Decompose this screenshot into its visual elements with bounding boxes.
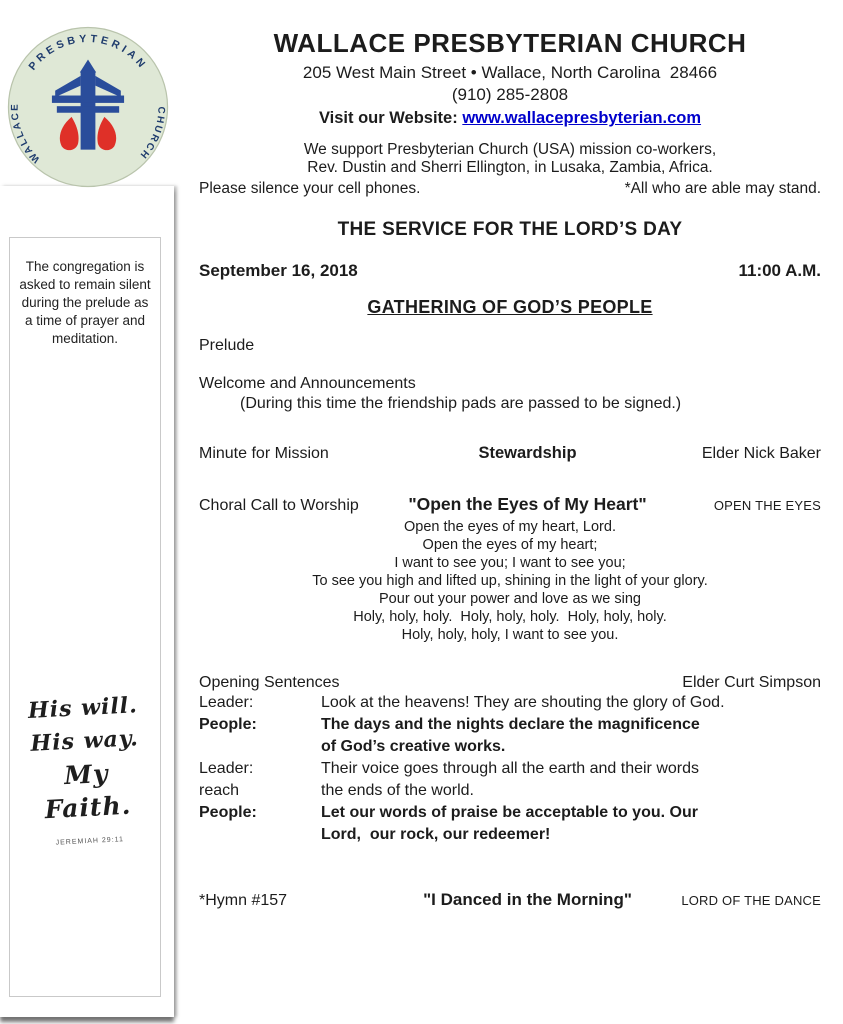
art-line-3: My Faith. xyxy=(44,758,132,825)
svg-text:CHURCH: CHURCH xyxy=(136,106,167,162)
lyric-line: Open the eyes of my heart, Lord. xyxy=(404,519,616,535)
dialogue-text: Let our words of praise be acceptable to you. Our xyxy=(321,804,698,821)
service-time: 11:00 A.M. xyxy=(738,261,821,280)
welcome-item: Welcome and Announcements xyxy=(199,375,416,392)
dialogue-label: People: xyxy=(199,804,257,821)
choral-lyrics xyxy=(199,518,821,644)
dialogue-text: Look at the heavens! They are shouting the glory of God. xyxy=(321,694,725,711)
choral-tune: OPEN THE EYES xyxy=(713,498,821,513)
hymn-label: *Hymn #157 xyxy=(199,892,288,909)
website-line xyxy=(199,109,821,128)
minute-person: Elder Nick Baker xyxy=(701,445,821,462)
svg-text:PRESBYTERIAN: PRESBYTERIAN xyxy=(26,32,150,73)
dialogue-row xyxy=(199,780,821,802)
hymn-row xyxy=(199,890,821,910)
dialogue-label: Leader: xyxy=(199,694,254,711)
art-line-2: His way. xyxy=(29,725,140,757)
lyric-line: To see you high and lifted up, shining in the light of your glory. xyxy=(312,573,708,589)
dialogue-label: Leader: xyxy=(199,760,254,777)
minute-title: Stewardship xyxy=(478,444,577,462)
hymn-tune: LORD OF THE DANCE xyxy=(681,893,821,908)
choral-call-row xyxy=(199,494,821,515)
silence-note: Please silence your cell phones. xyxy=(199,180,421,197)
church-logo xyxy=(6,14,170,200)
dialogue-text: Their voice goes through all the earth and their words xyxy=(321,760,699,777)
prelude-item: Prelude xyxy=(199,337,255,354)
congregation-note: The congregation is asked to remain silent during the prelude as a time of prayer and meditation. xyxy=(19,259,151,346)
dialogue-label: reach xyxy=(199,782,240,799)
service-date: September 16, 2018 xyxy=(199,261,358,280)
dialogue-row xyxy=(199,802,821,824)
dialogue-row xyxy=(199,824,821,846)
svg-text:WALLACE: WALLACE xyxy=(9,102,43,165)
date-time-row xyxy=(199,261,821,281)
church-address: 205 West Main Street • Wallace, North Carolina 28466 xyxy=(302,63,718,82)
art-verse-caption: JEREMIAH 29:11 xyxy=(55,836,125,847)
section-heading: GATHERING OF GOD’S PEOPLE xyxy=(367,297,653,317)
opening-label: Opening Sentences xyxy=(199,674,340,691)
dialogue-label xyxy=(199,736,321,758)
dialogue-row xyxy=(199,736,821,758)
dialogue-text: The days and the nights declare the magnificence xyxy=(321,716,700,733)
dialogue-row xyxy=(199,714,821,736)
bulletin-main xyxy=(199,0,821,910)
website-label: Visit our Website: xyxy=(318,109,458,127)
lyric-line: Open the eyes of my heart; xyxy=(422,537,598,553)
mission-line-1: We support Presbyterian Church (USA) mission co-workers, xyxy=(303,141,717,158)
church-phone: (910) 285-2808 xyxy=(451,85,569,104)
opening-sentences-row xyxy=(199,674,821,692)
church-seal-icon xyxy=(6,14,170,200)
dialogue-row xyxy=(199,692,821,714)
lyric-line: I want to see you; I want to see you; xyxy=(394,555,626,571)
lyric-line: Pour out your power and love as we sing xyxy=(379,591,641,607)
church-name: WALLACE PRESBYTERIAN CHURCH xyxy=(273,28,747,58)
lyric-line: Holy, holy, holy, I want to see you. xyxy=(401,627,619,643)
art-line-1: His will. xyxy=(27,692,139,724)
dialogue-text: the ends of the world. xyxy=(321,782,474,799)
faith-script-art xyxy=(18,689,154,848)
choral-title: "Open the Eyes of My Heart" xyxy=(408,494,647,514)
notes-row xyxy=(199,180,821,198)
mission-line-2: Rev. Dustin and Sherri Ellington, in Lusaka, Zambia, Africa. xyxy=(307,159,713,176)
opening-person: Elder Curt Simpson xyxy=(682,674,821,691)
dialogue-label xyxy=(199,824,321,846)
lyric-line: Holy, holy, holy. Holy, holy, holy. Holy, holy, holy. xyxy=(353,609,667,625)
stand-note: *All who are able may stand. xyxy=(624,180,821,197)
dialogue-text: Lord, our rock, our redeemer! xyxy=(321,826,551,843)
choral-label: Choral Call to Worship xyxy=(199,497,359,514)
welcome-note: (During this time the friendship pads are passed to be signed.) xyxy=(240,395,682,412)
hymn-title: "I Danced in the Morning" xyxy=(423,890,632,909)
minute-label: Minute for Mission xyxy=(199,445,329,462)
dialogue-row xyxy=(199,758,821,780)
minute-for-mission-row xyxy=(199,444,821,463)
website-link[interactable]: www.wallacepresbyterian.com xyxy=(462,109,702,127)
sidebar-inner-box xyxy=(9,237,161,997)
dialogue-label: People: xyxy=(199,716,257,733)
service-title: THE SERVICE FOR THE LORD’S DAY xyxy=(337,219,683,240)
dialogue-text: of God’s creative works. xyxy=(321,738,506,755)
